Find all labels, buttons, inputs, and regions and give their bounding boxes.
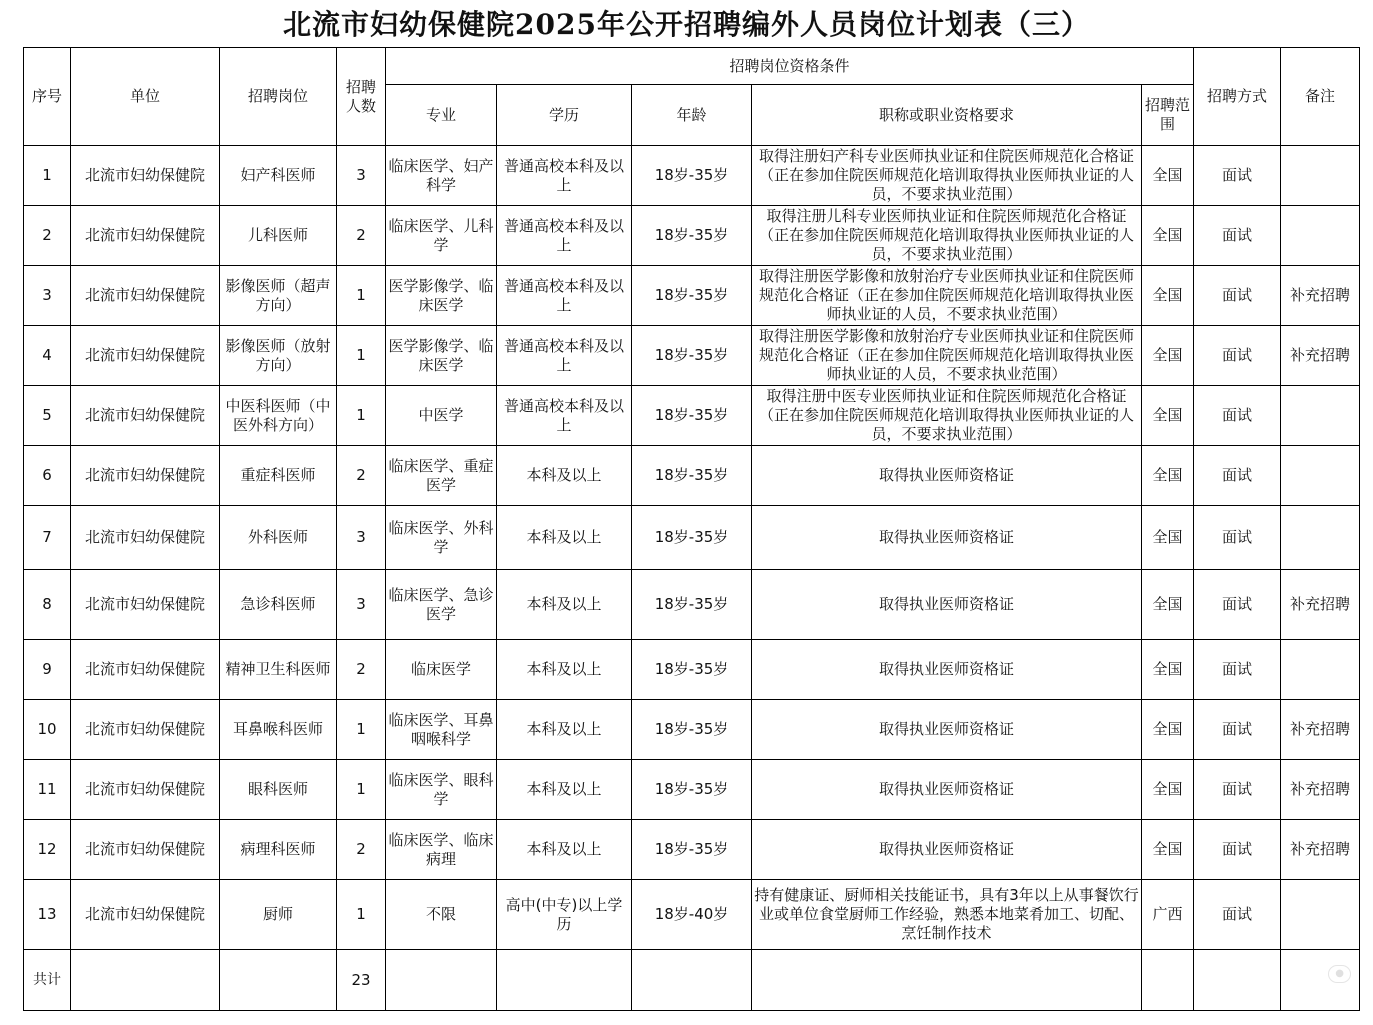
row-no: 12: [24, 820, 71, 880]
row-method: 面试: [1194, 206, 1281, 266]
row-education: 本科及以上: [497, 506, 632, 570]
row-post: 外科医师: [220, 506, 337, 570]
row-education: 高中(中专)以上学历: [497, 880, 632, 950]
row-post: 影像医师（放射方向）: [220, 326, 337, 386]
row-age: 18岁-35岁: [632, 506, 752, 570]
row-scope: 全国: [1142, 386, 1194, 446]
row-method: 面试: [1194, 640, 1281, 700]
row-no: 1: [24, 146, 71, 206]
row-unit: 北流市妇幼保健院: [71, 570, 220, 640]
row-method: 面试: [1194, 880, 1281, 950]
table-row: [24, 700, 1360, 760]
row-method: 面试: [1194, 700, 1281, 760]
row-count: 3: [337, 506, 386, 570]
row-count: 2: [337, 206, 386, 266]
row-remark: [1281, 206, 1360, 266]
row-no: 4: [24, 326, 71, 386]
row-major: 不限: [386, 880, 497, 950]
row-education: 本科及以上: [497, 640, 632, 700]
row-no: 10: [24, 700, 71, 760]
row-remark: [1281, 446, 1360, 506]
row-no: 5: [24, 386, 71, 446]
row-age: 18岁-35岁: [632, 386, 752, 446]
row-post: 中医科医师（中医外科方向）: [220, 386, 337, 446]
total-empty-cell: [497, 950, 632, 1011]
row-qualification: 取得注册儿科专业医师执业证和住院医师规范化合格证（正在参加住院医师规范化培训取得执业医师执业证的人员，不要求执业范围）: [752, 206, 1142, 266]
header-post: 招聘岗位: [220, 48, 337, 146]
header-age: 年龄: [632, 85, 752, 146]
row-qualification: 取得注册医学影像和放射治疗专业医师执业证和住院医师规范化合格证（正在参加住院医师规范化培训取得执业医师执业证的人员，不要求执业范围）: [752, 326, 1142, 386]
row-remark: [1281, 386, 1360, 446]
table-row: [24, 880, 1360, 950]
row-unit: 北流市妇幼保健院: [71, 446, 220, 506]
row-post: 妇产科医师: [220, 146, 337, 206]
header-scope: 招聘范围: [1142, 85, 1194, 146]
header-major: 专业: [386, 85, 497, 146]
row-qualification: 取得注册妇产科专业医师执业证和住院医师规范化合格证（正在参加住院医师规范化培训取得执业医师执业证的人员，不要求执业范围）: [752, 146, 1142, 206]
total-empty-cell: [386, 950, 497, 1011]
table-header: [24, 48, 1360, 146]
row-education: 普通高校本科及以上: [497, 206, 632, 266]
row-major: 医学影像学、临床医学: [386, 326, 497, 386]
row-scope: 全国: [1142, 760, 1194, 820]
row-major: 医学影像学、临床医学: [386, 266, 497, 326]
row-post: 耳鼻喉科医师: [220, 700, 337, 760]
row-count: 3: [337, 146, 386, 206]
row-major: 临床医学、急诊医学: [386, 570, 497, 640]
row-age: 18岁-35岁: [632, 700, 752, 760]
row-unit: 北流市妇幼保健院: [71, 206, 220, 266]
row-education: 本科及以上: [497, 446, 632, 506]
row-qualification: 持有健康证、厨师相关技能证书，具有3年以上从事餐饮行业或单位食堂厨师工作经验，熟悉本地菜肴加工、切配、烹饪制作技术: [752, 880, 1142, 950]
row-education: 普通高校本科及以上: [497, 146, 632, 206]
row-major: 临床医学、儿科学: [386, 206, 497, 266]
total-empty-cell: [1142, 950, 1194, 1011]
row-education: 普通高校本科及以上: [497, 326, 632, 386]
row-education: 本科及以上: [497, 700, 632, 760]
header-count: 招聘人数: [337, 48, 386, 146]
row-unit: 北流市妇幼保健院: [71, 760, 220, 820]
row-remark: [1281, 506, 1360, 570]
header-education: 学历: [497, 85, 632, 146]
total-label: 共计: [24, 950, 71, 1011]
row-post: 影像医师（超声方向）: [220, 266, 337, 326]
row-remark: 补充招聘: [1281, 760, 1360, 820]
table-row: [24, 820, 1360, 880]
row-count: 1: [337, 880, 386, 950]
row-scope: 全国: [1142, 700, 1194, 760]
row-qualification: 取得注册中医专业医师执业证和住院医师规范化合格证（正在参加住院医师规范化培训取得执业医师执业证的人员，不要求执业范围）: [752, 386, 1142, 446]
row-age: 18岁-35岁: [632, 446, 752, 506]
recruitment-plan-table: [23, 47, 1360, 1011]
row-count: 1: [337, 326, 386, 386]
row-post: 精神卫生科医师: [220, 640, 337, 700]
row-remark: [1281, 640, 1360, 700]
row-unit: 北流市妇幼保健院: [71, 326, 220, 386]
watermark-logo: ●: [1328, 965, 1351, 983]
row-unit: 北流市妇幼保健院: [71, 386, 220, 446]
row-no: 8: [24, 570, 71, 640]
row-no: 3: [24, 266, 71, 326]
header-conditions: 招聘岗位资格条件: [386, 48, 1194, 85]
row-method: 面试: [1194, 146, 1281, 206]
row-unit: 北流市妇幼保健院: [71, 506, 220, 570]
row-scope: 广西: [1142, 880, 1194, 950]
row-unit: 北流市妇幼保健院: [71, 820, 220, 880]
row-qualification: 取得注册医学影像和放射治疗专业医师执业证和住院医师规范化合格证（正在参加住院医师规范化培训取得执业医师执业证的人员，不要求执业范围）: [752, 266, 1142, 326]
header-remark: 备注: [1281, 48, 1360, 146]
total-count: 23: [337, 950, 386, 1011]
row-education: 普通高校本科及以上: [497, 386, 632, 446]
row-remark: 补充招聘: [1281, 820, 1360, 880]
row-method: 面试: [1194, 570, 1281, 640]
row-age: 18岁-35岁: [632, 820, 752, 880]
row-post: 厨师: [220, 880, 337, 950]
row-post: 眼科医师: [220, 760, 337, 820]
row-age: 18岁-35岁: [632, 206, 752, 266]
table-row: [24, 326, 1360, 386]
row-post: 急诊科医师: [220, 570, 337, 640]
total-empty-cell: [220, 950, 337, 1011]
row-major: 中医学: [386, 386, 497, 446]
table-body: [24, 146, 1360, 950]
table-row: [24, 386, 1360, 446]
row-unit: 北流市妇幼保健院: [71, 146, 220, 206]
row-qualification: 取得执业医师资格证: [752, 446, 1142, 506]
row-count: 3: [337, 570, 386, 640]
table-row: [24, 146, 1360, 206]
row-unit: 北流市妇幼保健院: [71, 640, 220, 700]
table-row: [24, 506, 1360, 570]
row-education: 本科及以上: [497, 820, 632, 880]
row-major: 临床医学、妇产科学: [386, 146, 497, 206]
row-scope: 全国: [1142, 506, 1194, 570]
row-remark: 补充招聘: [1281, 266, 1360, 326]
row-scope: 全国: [1142, 446, 1194, 506]
total-empty-cell: [632, 950, 752, 1011]
row-age: 18岁-35岁: [632, 570, 752, 640]
row-scope: 全国: [1142, 570, 1194, 640]
row-remark: 补充招聘: [1281, 700, 1360, 760]
row-age: 18岁-35岁: [632, 146, 752, 206]
total-empty-cell: [752, 950, 1142, 1011]
table-footer: [24, 950, 1360, 1011]
row-age: 18岁-35岁: [632, 760, 752, 820]
row-method: 面试: [1194, 446, 1281, 506]
row-major: 临床医学、临床病理: [386, 820, 497, 880]
row-scope: 全国: [1142, 266, 1194, 326]
row-count: 1: [337, 386, 386, 446]
row-remark: 补充招聘: [1281, 326, 1360, 386]
row-education: 本科及以上: [497, 570, 632, 640]
table-row: [24, 760, 1360, 820]
row-scope: 全国: [1142, 640, 1194, 700]
row-qualification: 取得执业医师资格证: [752, 760, 1142, 820]
row-count: 2: [337, 446, 386, 506]
row-method: 面试: [1194, 506, 1281, 570]
watermark: [1221, 965, 1351, 1005]
row-unit: 北流市妇幼保健院: [71, 266, 220, 326]
row-qualification: 取得执业医师资格证: [752, 820, 1142, 880]
row-count: 2: [337, 820, 386, 880]
row-major: 临床医学: [386, 640, 497, 700]
row-method: 面试: [1194, 386, 1281, 446]
row-no: 11: [24, 760, 71, 820]
row-qualification: 取得执业医师资格证: [752, 640, 1142, 700]
row-major: 临床医学、重症医学: [386, 446, 497, 506]
table-row: [24, 570, 1360, 640]
row-qualification: 取得执业医师资格证: [752, 570, 1142, 640]
row-method: 面试: [1194, 326, 1281, 386]
row-scope: 全国: [1142, 820, 1194, 880]
row-scope: 全国: [1142, 146, 1194, 206]
row-qualification: 取得执业医师资格证: [752, 506, 1142, 570]
row-no: 7: [24, 506, 71, 570]
row-no: 9: [24, 640, 71, 700]
row-scope: 全国: [1142, 206, 1194, 266]
row-post: 重症科医师: [220, 446, 337, 506]
row-major: 临床医学、耳鼻咽喉科学: [386, 700, 497, 760]
row-education: 普通高校本科及以上: [497, 266, 632, 326]
row-major: 临床医学、外科学: [386, 506, 497, 570]
row-remark: [1281, 880, 1360, 950]
row-age: 18岁-35岁: [632, 326, 752, 386]
row-remark: [1281, 146, 1360, 206]
row-unit: 北流市妇幼保健院: [71, 700, 220, 760]
table-row: [24, 446, 1360, 506]
row-education: 本科及以上: [497, 760, 632, 820]
row-unit: 北流市妇幼保健院: [71, 880, 220, 950]
row-age: 18岁-35岁: [632, 266, 752, 326]
total-empty-cell: [71, 950, 220, 1011]
row-method: 面试: [1194, 820, 1281, 880]
header-no: 序号: [24, 48, 71, 146]
table-row: [24, 206, 1360, 266]
row-post: 病理科医师: [220, 820, 337, 880]
row-count: 2: [337, 640, 386, 700]
row-remark: 补充招聘: [1281, 570, 1360, 640]
row-method: 面试: [1194, 266, 1281, 326]
header-unit: 单位: [71, 48, 220, 146]
page-title: 北流市妇幼保健院2025年公开招聘编外人员岗位计划表（三）: [283, 8, 1090, 41]
row-post: 儿科医师: [220, 206, 337, 266]
row-age: 18岁-35岁: [632, 640, 752, 700]
row-qualification: 取得执业医师资格证: [752, 700, 1142, 760]
row-major: 临床医学、眼科学: [386, 760, 497, 820]
row-scope: 全国: [1142, 326, 1194, 386]
row-no: 6: [24, 446, 71, 506]
row-count: 1: [337, 266, 386, 326]
header-method: 招聘方式: [1194, 48, 1281, 146]
row-count: 1: [337, 760, 386, 820]
header-qualification: 职称或职业资格要求: [752, 85, 1142, 146]
row-no: 13: [24, 880, 71, 950]
table-row: [24, 640, 1360, 700]
row-count: 1: [337, 700, 386, 760]
row-no: 2: [24, 206, 71, 266]
row-method: 面试: [1194, 760, 1281, 820]
row-age: 18岁-40岁: [632, 880, 752, 950]
table-row: [24, 266, 1360, 326]
